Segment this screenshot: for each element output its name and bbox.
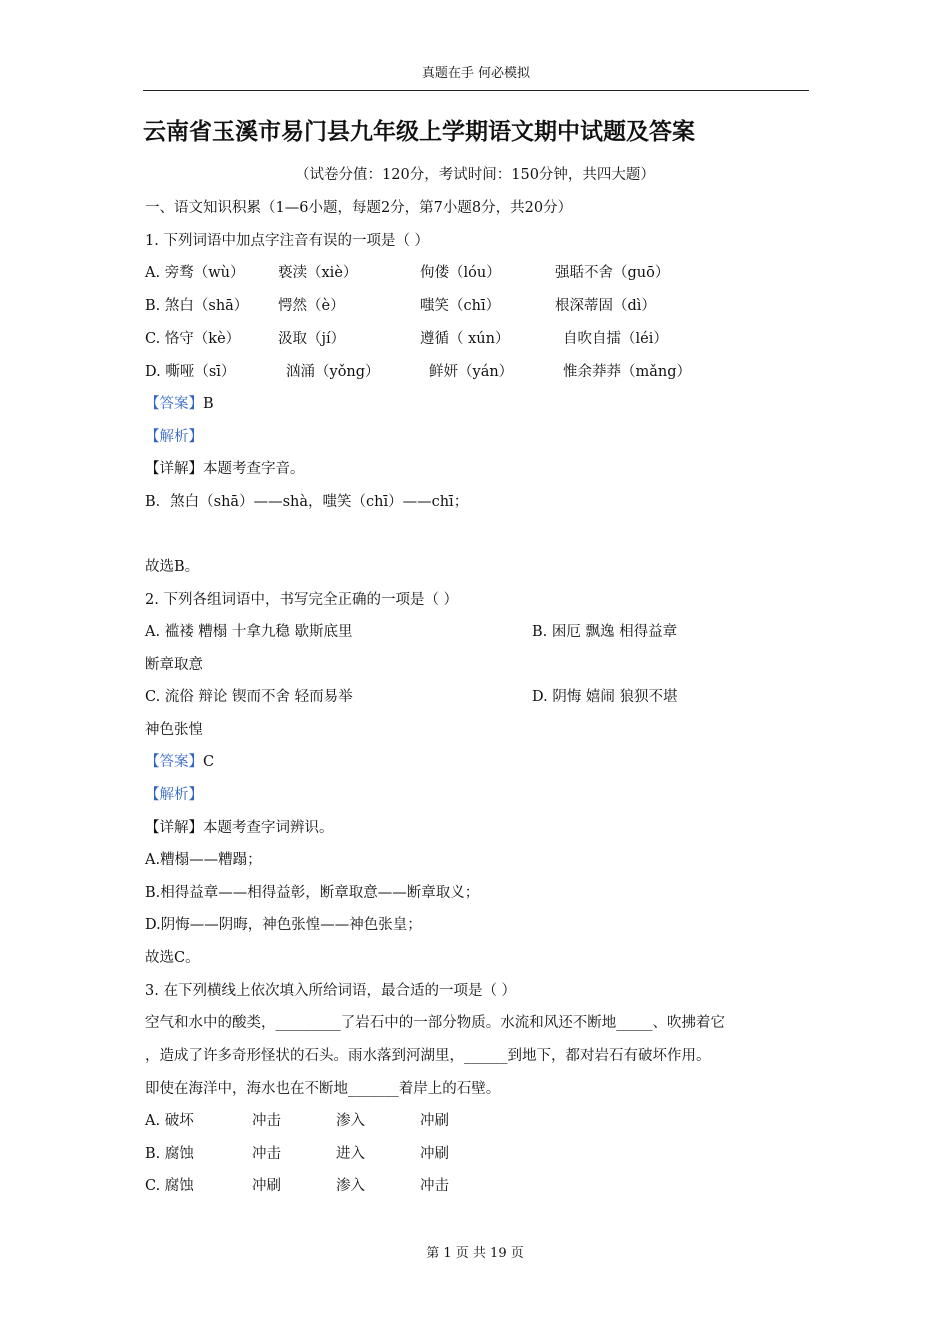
option-word: B. 煞白（shā）	[145, 298, 249, 314]
question-2-option-d: D. 阴悔 嬉闹 狼狈不堪	[532, 689, 678, 705]
option-word: C. 腐蚀	[145, 1178, 194, 1194]
option-word: A. 破坏	[145, 1113, 194, 1129]
option-word: 冲击	[252, 1146, 281, 1162]
explanation-line: D.阴悔——阴晦，神色张惶——神色张皇；	[145, 917, 422, 933]
option-word: A. 旁骛（wù）	[145, 265, 245, 281]
answer-line	[145, 751, 214, 773]
answer-value: C	[203, 754, 215, 770]
question-2-option-a: A. 褴褛 糟榻 十拿九稳 歇斯底里	[145, 624, 353, 640]
passage-line: 即使在海洋中，海水也在不断地_______着岸上的石壁。	[145, 1081, 501, 1097]
option-word: 佝偻（lóu）	[420, 265, 501, 281]
option-word: 冲刷	[252, 1178, 281, 1194]
conclusion-line: 故选C。	[145, 950, 200, 966]
explanation-line: A.糟榻——糟蹋；	[145, 852, 262, 868]
option-word: 冲击	[252, 1113, 281, 1129]
option-word: 冲击	[420, 1178, 449, 1194]
passage-line: ，造成了许多奇形怪状的石头。雨水落到河湖里，______到地下，都对岩石有破坏作用。	[145, 1048, 711, 1064]
page-header: 真题在手 何必模拟	[143, 64, 809, 91]
option-word: 愕然（è）	[278, 298, 345, 314]
exam-info: （试卷分值：120分，考试时间：150分钟，共四大题）	[295, 167, 655, 183]
answer-label: 【答案】	[145, 396, 203, 412]
option-word: 冲刷	[420, 1146, 449, 1162]
question-2-option-d-continued: 神色张惶	[145, 722, 203, 738]
question-2-option-b-continued: 断章取意	[145, 657, 203, 673]
option-word: 自吹自擂（léi）	[563, 331, 668, 347]
option-word: 汹涌（yǒng）	[286, 364, 380, 380]
option-word: 渗入	[336, 1178, 365, 1194]
option-word: 根深蒂固（dì）	[555, 298, 656, 314]
option-word: B. 腐蚀	[145, 1146, 194, 1162]
document-title: 云南省玉溪市易门县九年级上学期语文期中试题及答案	[143, 119, 695, 145]
option-word: 强聒不舍（guō）	[555, 265, 670, 281]
option-word: 渗入	[336, 1113, 365, 1129]
analysis-label: 【解析】	[145, 429, 203, 445]
explanation-line: B．煞白（shā）——shà，嗤笑（chī）——chī；	[145, 494, 469, 510]
option-word: 遵循（ xún）	[420, 331, 510, 347]
option-word: 冲刷	[420, 1113, 449, 1129]
option-word: 进入	[336, 1146, 365, 1162]
option-word: D. 嘶哑（sī）	[145, 364, 236, 380]
passage-line: 空气和水中的酸类，_________了岩石中的一部分物质。水流和风还不断地_____、吹拂着它	[145, 1015, 725, 1031]
option-word: 汲取（jí）	[278, 331, 346, 347]
analysis-label: 【解析】	[145, 787, 203, 803]
option-word: 惟余莽莽（mǎng）	[563, 364, 692, 380]
option-word: 鲜妍（yán）	[429, 364, 514, 380]
answer-label: 【答案】	[145, 754, 203, 770]
conclusion-line: 故选B。	[145, 559, 200, 575]
option-word: 亵渎（xiè）	[278, 265, 358, 281]
answer-line	[145, 393, 214, 415]
question-2-option-c: C. 流俗 辩论 锲而不舍 轻而易举	[145, 689, 353, 705]
question-2-option-b: B. 困厄 飘逸 相得益章	[532, 624, 678, 640]
question-1-stem: 1. 下列词语中加点字注音有误的一项是（ ）	[145, 233, 430, 249]
option-word: 嗤笑（chī）	[420, 298, 501, 314]
detail-line: 【详解】本题考查字音。	[145, 461, 305, 477]
explanation-line: B.相得益章——相得益彰，断章取意——断章取义；	[145, 885, 480, 901]
detail-line: 【详解】本题考查字词辨识。	[145, 820, 334, 836]
section-heading: 一、语文知识积累（1—6小题，每题2分，第7小题8分，共20分）	[145, 200, 573, 216]
page-number-footer: 第 1 页 共 19 页	[426, 1246, 524, 1261]
question-2-stem: 2. 下列各组词语中，书写完全正确的一项是（ ）	[145, 592, 459, 608]
answer-value: B	[203, 396, 214, 412]
option-word: C. 恪守（kè）	[145, 331, 241, 347]
question-3-stem: 3. 在下列横线上依次填入所给词语，最合适的一项是（ ）	[145, 983, 517, 999]
